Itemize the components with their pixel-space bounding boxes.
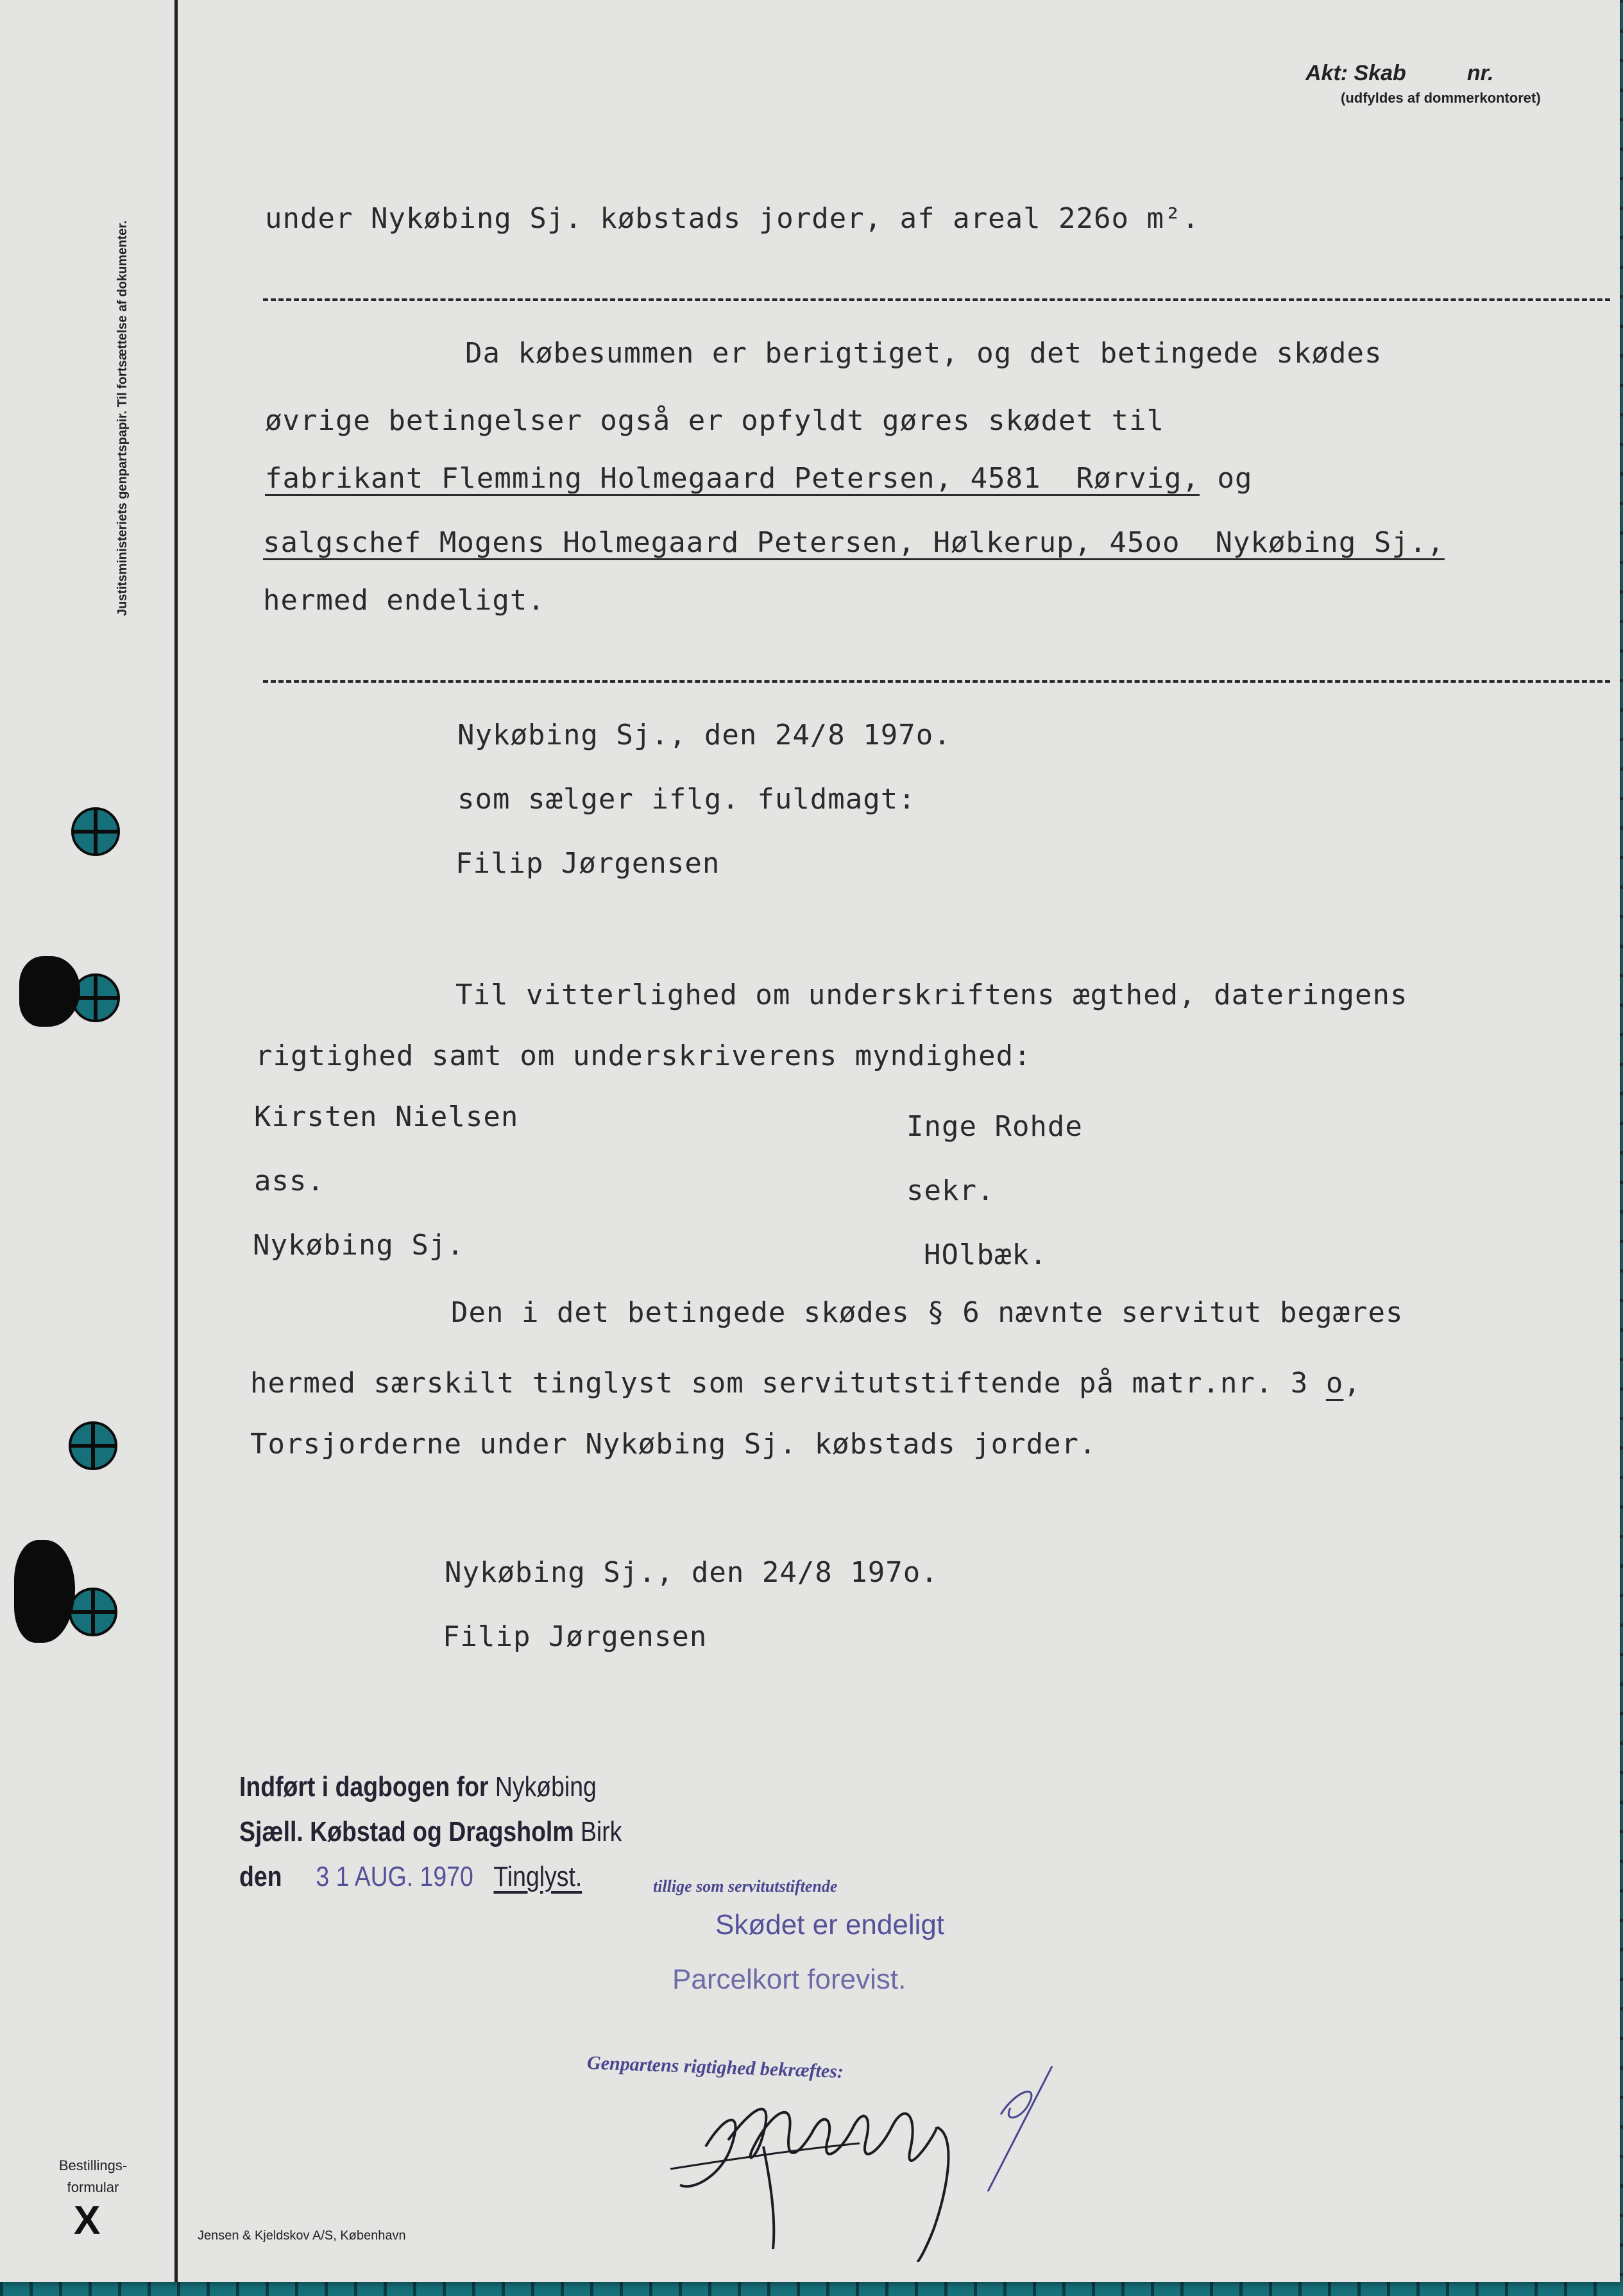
matr-letter: o — [1325, 1367, 1344, 1400]
conjunction: og — [1199, 462, 1253, 495]
order-mark: X — [74, 2198, 101, 2243]
akt-field — [1305, 61, 1493, 86]
text-line — [265, 462, 1252, 495]
order-label-line: Bestillings- — [58, 2157, 128, 2173]
dashed-separator — [263, 298, 1610, 301]
margin-rule — [174, 0, 178, 2282]
punch-hole-icon — [69, 1421, 117, 1470]
parcel-card-stamp: Parcelkort forevist. — [672, 1964, 906, 1995]
handwritten-signature — [667, 2037, 1078, 2262]
punch-hole-icon — [71, 807, 120, 856]
order-label-line: formular — [67, 2179, 119, 2195]
stamp-date: 3 1 AUG. 1970 — [316, 1861, 473, 1892]
akt-note: (udfyldes af dommerkontoret) — [1341, 90, 1541, 106]
nr-label: nr. — [1466, 61, 1494, 85]
date-line: Nykøbing Sj., den 24/8 197o. — [445, 1556, 939, 1589]
stamp-text: Indført i dagbogen for — [239, 1771, 495, 1803]
text-line: som sælger iflg. fuldmagt: — [457, 783, 916, 816]
stamp-text: den — [239, 1861, 282, 1892]
date-line: Nykøbing Sj., den 24/8 197o. — [457, 719, 951, 751]
signer-name: Filip Jørgensen — [443, 1620, 708, 1653]
buyer-1: fabrikant Flemming Holmegaard Petersen, 4581 Rørvig, — [265, 462, 1200, 495]
text-line: Da købesummen er berigtiget, og det betingede skødes — [465, 337, 1382, 370]
witness-1-title: ass. — [254, 1165, 325, 1197]
witness-1-place: Nykøbing Sj. — [253, 1229, 464, 1262]
punch-hole-icon — [69, 1588, 117, 1636]
text-line: Den i det betingede skødes § 6 nævnte servitut begæres — [451, 1296, 1404, 1329]
text-segment: , — [1343, 1367, 1361, 1400]
witness-2-place: HOlbæk. — [924, 1238, 1048, 1271]
buyer-2: salgschef Mogens Holmegaard Petersen, Hølkerup, 45oo Nykøbing Sj., — [263, 526, 1445, 559]
printer-credit: Jensen & Kjeldskov A/S, København — [198, 2229, 406, 2243]
stamp-text: Tinglyst. — [493, 1861, 582, 1892]
dashed-separator — [263, 680, 1610, 683]
text-line — [250, 1367, 1361, 1400]
text-line: Til vitterlighed om underskriftens ægthed, dateringens — [455, 979, 1408, 1011]
witness-2-name: Inge Rohde — [906, 1110, 1083, 1143]
text-segment: hermed særskilt tinglyst som servitutstiftende på matr.nr. 3 — [250, 1367, 1326, 1400]
akt-label: Akt: Skab — [1305, 61, 1406, 85]
witness-1-name: Kirsten Nielsen — [254, 1101, 519, 1133]
registration-stamp-line — [239, 1861, 582, 1893]
stamp-text: Birk — [580, 1816, 622, 1847]
registration-stamp-line — [239, 1771, 597, 1803]
margin-note: Justitsministeriets genpartspapir. Til fortsættelse af dokumenter. — [115, 220, 130, 616]
order-form-label — [45, 2155, 141, 2198]
final-deed-stamp: Skødet er endeligt — [715, 1909, 945, 1940]
registration-stamp-line — [239, 1816, 622, 1848]
servitut-stamp: tillige som servitutstiftende — [653, 1877, 838, 1896]
paper-tear — [19, 956, 80, 1027]
text-line: Torsjorderne under Nykøbing Sj. købstads jorder. — [250, 1428, 1097, 1461]
stamp-text: Sjæll. Købstad og Dragsholm — [239, 1816, 581, 1847]
stamp-text: Nykøbing — [495, 1771, 597, 1803]
text-line: rigtighed samt om underskriverens myndighed: — [255, 1040, 1032, 1072]
text-line: øvrige betingelser også er opfyldt gøres skødet til — [265, 404, 1165, 437]
text-line: hermed endeligt. — [263, 584, 545, 617]
paper-tear — [14, 1540, 75, 1643]
signer-name: Filip Jørgensen — [455, 847, 720, 880]
witness-2-title: sekr. — [906, 1174, 995, 1207]
copy-certified-stamp: Genpartens rigtighed bekræftes: — [586, 2052, 844, 2082]
text-line: under Nykøbing Sj. købstads jorder, af areal 226o m². — [265, 202, 1200, 235]
